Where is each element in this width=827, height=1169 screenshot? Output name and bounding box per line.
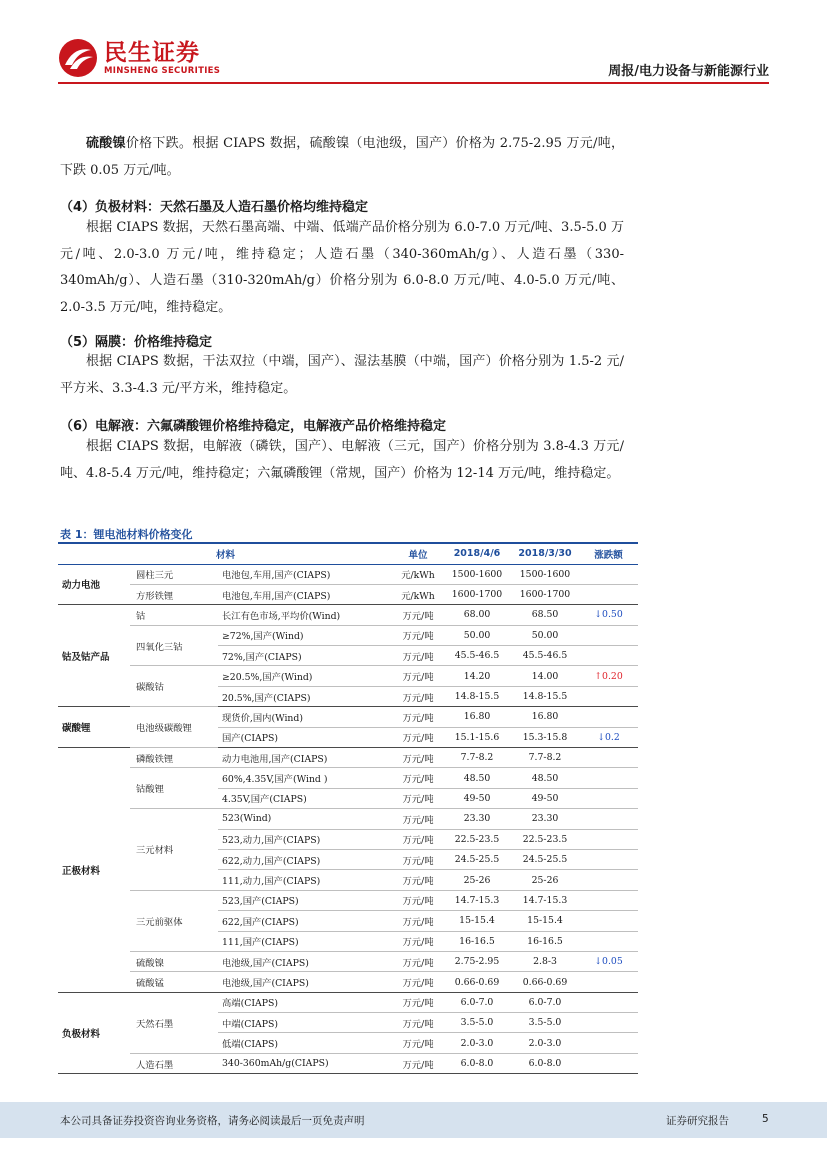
row-unit: 万元/吨 [393, 809, 443, 829]
row-value-date2: 15.3-15.8 [511, 727, 579, 747]
row-value-date2: 0.66-0.69 [511, 972, 579, 992]
category-cathode: 正极材料 [58, 748, 130, 993]
row-unit: 万元/吨 [393, 1033, 443, 1053]
row-change [579, 809, 638, 829]
row-unit: 元/kWh [393, 564, 443, 584]
row-value-date2: 14.7-15.3 [511, 890, 579, 910]
row-value-date1: 2.75-2.95 [443, 951, 511, 971]
page-footer [0, 1102, 827, 1138]
paragraph-electrolyte: 根据 CIAPS 数据，电解液（磷铁，国产）、电解液（三元，国产）价格分别为 3.8-4.3 万元/吨、4.8-5.4 万元/吨，维持稳定；六氟磷酸锂（常规，国产）价格为 12-14 万元/吨，维持稳定。 [60, 439, 624, 481]
row-value-date1: 49-50 [443, 788, 511, 808]
row-value-date1: 7.7-8.2 [443, 748, 511, 768]
row-change [579, 707, 638, 727]
row-value-date2: 22.5-23.5 [511, 829, 579, 849]
row-change [579, 1053, 638, 1073]
category-anode: 负极材料 [58, 992, 130, 1074]
section-heading-electrolyte: （6）电解液：六氟磷酸锂价格维持稳定，电解液产品价格维持稳定 [60, 419, 447, 434]
report-type: 周报/电力设备与新能源行业 [608, 64, 769, 79]
row-unit: 万元/吨 [393, 625, 443, 645]
row-unit: 万元/吨 [393, 686, 443, 706]
row-value-date2: 3.5-5.0 [511, 1013, 579, 1033]
row-unit: 万元/吨 [393, 605, 443, 625]
table-row [58, 951, 638, 971]
header-material: 材料 [58, 543, 393, 564]
table-row [58, 748, 638, 768]
row-spec: 340-360mAh/g(CIAPS) [218, 1053, 393, 1073]
paragraph-separator: 根据 CIAPS 数据，干法双拉（中端，国产）、湿法基膜（中端，国产）价格分别为 1.5-2 元/平方米、3.3-4.3 元/平方米，维持稳定。 [60, 354, 624, 396]
header-divider [58, 82, 769, 84]
row-spec: 523(Wind) [218, 809, 393, 829]
row-spec: 动力电池用,国产(CIAPS) [218, 748, 393, 768]
row-value-date1: 15-15.4 [443, 911, 511, 931]
table-row [58, 992, 638, 1012]
row-unit: 万元/吨 [393, 1013, 443, 1033]
row-change [579, 768, 638, 788]
row-change: ↓0.2 [579, 727, 638, 747]
row-value-date1: 14.8-15.5 [443, 686, 511, 706]
row-spec: 4.35V,国产(CIAPS) [218, 788, 393, 808]
row-material: 钴 [130, 605, 218, 625]
row-change [579, 992, 638, 1012]
row-value-date2: 14.8-15.5 [511, 686, 579, 706]
row-value-date2: 45.5-46.5 [511, 646, 579, 666]
row-unit: 万元/吨 [393, 707, 443, 727]
minsheng-logo-icon [58, 38, 98, 78]
row-value-date1: 68.00 [443, 605, 511, 625]
minsheng-logo [58, 38, 220, 78]
table-row [58, 666, 638, 686]
row-unit: 万元/吨 [393, 666, 443, 686]
row-value-date2: 1500-1600 [511, 564, 579, 584]
paragraph-anode: 根据 CIAPS 数据，天然石墨高端、中端、低端产品价格分别为 6.0-7.0 万元/吨、3.5-5.0 万元/吨、2.0-3.0 万元/吨，维持稳定；人造石墨（340-360mAh/g）、人造石墨（330-340mAh/g）、人造石墨（310-320mAh/g）价格分别为 6.0-8.0 万元/吨、4.0-5.0 万元/吨、2.0-3.5 万元/吨，维持稳定。 [60, 220, 624, 315]
row-value-date1: 6.0-7.0 [443, 992, 511, 1012]
row-value-date1: 6.0-8.0 [443, 1053, 511, 1073]
logo-english-name: MINSHENG SECURITIES [104, 66, 221, 76]
row-change [579, 890, 638, 910]
table-row [58, 625, 638, 645]
header-date2: 2018/3/30 [511, 543, 579, 564]
row-spec: 电池级,国产(CIAPS) [218, 972, 393, 992]
row-change [579, 748, 638, 768]
row-value-date2: 24.5-25.5 [511, 849, 579, 869]
category-battery: 动力电池 [58, 564, 130, 605]
row-material: 方形铁锂 [130, 584, 218, 604]
row-change [579, 1013, 638, 1033]
table-row [58, 564, 638, 584]
row-change [579, 972, 638, 992]
row-value-date1: 23.30 [443, 809, 511, 829]
row-spec: 622,国产(CIAPS) [218, 911, 393, 931]
row-value-date1: 14.20 [443, 666, 511, 686]
row-value-date2: 68.50 [511, 605, 579, 625]
row-change [579, 564, 638, 584]
table-row [58, 707, 638, 727]
row-value-date1: 2.0-3.0 [443, 1033, 511, 1053]
material-price-table [58, 542, 638, 1074]
category-lithium-carbonate: 碳酸锂 [58, 707, 130, 748]
row-value-date2: 6.0-8.0 [511, 1053, 579, 1073]
row-value-date2: 16.80 [511, 707, 579, 727]
row-unit: 万元/吨 [393, 951, 443, 971]
row-value-date2: 16-16.5 [511, 931, 579, 951]
paragraph-nickel-sulfate [60, 131, 624, 184]
row-spec: 72%,国产(CIAPS) [218, 646, 393, 666]
row-value-date1: 48.50 [443, 768, 511, 788]
row-material: 三元前驱体 [130, 890, 218, 951]
row-unit: 万元/吨 [393, 972, 443, 992]
row-change [579, 584, 638, 604]
row-spec: 20.5%,国产(CIAPS) [218, 686, 393, 706]
row-change [579, 646, 638, 666]
row-unit: 万元/吨 [393, 829, 443, 849]
row-change [579, 931, 638, 951]
section-heading-anode: （4）负极材料：天然石墨及人造石墨价格均维持稳定 [60, 200, 369, 215]
row-spec: 622,动力,国产(CIAPS) [218, 849, 393, 869]
row-material: 硫酸镍 [130, 951, 218, 971]
row-spec: 111,国产(CIAPS) [218, 931, 393, 951]
row-change [579, 788, 638, 808]
row-value-date2: 2.0-3.0 [511, 1033, 579, 1053]
row-material: 天然石墨 [130, 992, 218, 1053]
row-value-date2: 25-26 [511, 870, 579, 890]
row-value-date2: 6.0-7.0 [511, 992, 579, 1012]
row-unit: 万元/吨 [393, 768, 443, 788]
row-spec: ≥20.5%,国产(Wind) [218, 666, 393, 686]
row-spec: 低端(CIAPS) [218, 1033, 393, 1053]
row-value-date2: 1600-1700 [511, 584, 579, 604]
row-value-date2: 15-15.4 [511, 911, 579, 931]
row-change: ↓0.50 [579, 605, 638, 625]
row-value-date2: 49-50 [511, 788, 579, 808]
row-value-date1: 50.00 [443, 625, 511, 645]
row-material: 圆柱三元 [130, 564, 218, 584]
footer-disclaimer: 本公司具备证券投资咨询业务资格，请务必阅读最后一页免责声明 [60, 1115, 365, 1127]
row-value-date1: 1500-1600 [443, 564, 511, 584]
row-change [579, 686, 638, 706]
row-value-date1: 0.66-0.69 [443, 972, 511, 992]
table-row [58, 584, 638, 604]
paragraph-lead: 硫酸镍 [86, 136, 126, 151]
row-value-date1: 25-26 [443, 870, 511, 890]
row-change [579, 911, 638, 931]
row-value-date1: 3.5-5.0 [443, 1013, 511, 1033]
row-change [579, 849, 638, 869]
row-material: 电池级碳酸锂 [130, 707, 218, 748]
row-value-date1: 1600-1700 [443, 584, 511, 604]
row-value-date1: 14.7-15.3 [443, 890, 511, 910]
row-spec: 523,动力,国产(CIAPS) [218, 829, 393, 849]
row-material: 四氧化三钴 [130, 625, 218, 666]
row-value-date1: 15.1-15.6 [443, 727, 511, 747]
row-material: 碳酸钴 [130, 666, 218, 707]
table-row [58, 605, 638, 625]
logo-chinese-name: 民生证券 [104, 40, 200, 66]
table-row [58, 972, 638, 992]
table-row [58, 890, 638, 910]
row-value-date2: 48.50 [511, 768, 579, 788]
header-date1: 2018/4/6 [443, 543, 511, 564]
row-spec: ≥72%,国产(Wind) [218, 625, 393, 645]
row-spec: 中端(CIAPS) [218, 1013, 393, 1033]
row-change: ↓0.05 [579, 951, 638, 971]
row-unit: 万元/吨 [393, 727, 443, 747]
row-unit: 万元/吨 [393, 870, 443, 890]
row-value-date1: 16.80 [443, 707, 511, 727]
row-change [579, 870, 638, 890]
row-spec: 电池包,车用,国产(CIAPS) [218, 584, 393, 604]
table-row [58, 1053, 638, 1073]
row-spec: 高端(CIAPS) [218, 992, 393, 1012]
row-spec: 111,动力,国产(CIAPS) [218, 870, 393, 890]
page-number: 5 [762, 1113, 769, 1125]
row-spec: 523,国产(CIAPS) [218, 890, 393, 910]
row-material: 三元材料 [130, 809, 218, 891]
row-unit: 万元/吨 [393, 748, 443, 768]
row-value-date2: 50.00 [511, 625, 579, 645]
header-unit: 单位 [393, 543, 443, 564]
row-material: 硫酸锰 [130, 972, 218, 992]
row-value-date1: 24.5-25.5 [443, 849, 511, 869]
row-value-date1: 16-16.5 [443, 931, 511, 951]
category-cobalt: 钴及钴产品 [58, 605, 130, 707]
row-value-date2: 14.00 [511, 666, 579, 686]
section-heading-separator: （5）隔膜：价格维持稳定 [60, 335, 213, 350]
row-unit: 万元/吨 [393, 849, 443, 869]
row-unit: 元/kWh [393, 584, 443, 604]
table-header-row [58, 543, 638, 564]
row-value-date2: 23.30 [511, 809, 579, 829]
footer-label: 证券研究报告 [666, 1115, 729, 1127]
row-spec: 电池包,车用,国产(CIAPS) [218, 564, 393, 584]
row-unit: 万元/吨 [393, 788, 443, 808]
row-spec: 国产(CIAPS) [218, 727, 393, 747]
row-spec: 60%,4.35V,国产(Wind ) [218, 768, 393, 788]
row-change: ↑0.20 [579, 666, 638, 686]
row-change [579, 1033, 638, 1053]
row-unit: 万元/吨 [393, 931, 443, 951]
header-change: 涨跌额 [579, 543, 638, 564]
table-row [58, 768, 638, 788]
row-value-date1: 45.5-46.5 [443, 646, 511, 666]
row-material: 磷酸铁锂 [130, 748, 218, 768]
paragraph-text: 价格下跌。根据 CIAPS 数据，硫酸镍（电池级，国产）价格为 2.75-2.95 万元/吨，下跌 0.05 万元/吨。 [60, 136, 624, 178]
table-title: 表 1：锂电池材料价格变化 [60, 528, 193, 541]
page-header [0, 0, 827, 85]
table-row [58, 809, 638, 829]
row-unit: 万元/吨 [393, 911, 443, 931]
row-change [579, 829, 638, 849]
row-unit: 万元/吨 [393, 992, 443, 1012]
row-value-date2: 7.7-8.2 [511, 748, 579, 768]
row-unit: 万元/吨 [393, 890, 443, 910]
row-spec: 电池级,国产(CIAPS) [218, 951, 393, 971]
row-spec: 长江有色市场,平均价(Wind) [218, 605, 393, 625]
row-value-date2: 2.8-3 [511, 951, 579, 971]
row-material: 钴酸锂 [130, 768, 218, 809]
row-material: 人造石墨 [130, 1053, 218, 1073]
row-change [579, 625, 638, 645]
row-unit: 万元/吨 [393, 646, 443, 666]
row-unit: 万元/吨 [393, 1053, 443, 1073]
row-spec: 现货价,国内(Wind) [218, 707, 393, 727]
row-value-date1: 22.5-23.5 [443, 829, 511, 849]
